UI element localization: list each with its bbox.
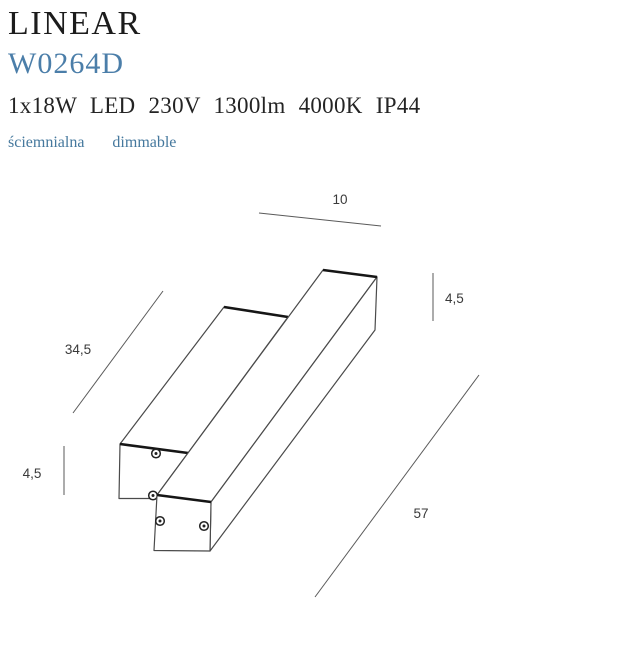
dimension-label-width: 10 (332, 192, 348, 207)
screw-bar-right (200, 522, 209, 531)
dimension-height-left (23, 446, 64, 495)
screw-bar-left (156, 517, 165, 526)
dimension-label-depth: 34,5 (64, 342, 92, 357)
dimension-height-right (433, 273, 464, 321)
dimension-line-length (315, 375, 479, 597)
dimension-label-height-right: 4,5 (445, 291, 464, 306)
page-title: LINEAR (8, 5, 142, 42)
dimension-length-bottom (315, 375, 479, 597)
screw-rear-bottom (149, 491, 158, 500)
model-number: W0264D (8, 47, 124, 80)
dimmable-label-pl: ściemnialna (8, 134, 85, 151)
dimension-depth-left (65, 291, 163, 413)
spec-line: 1x18W LED 230V 1300lm 4000K IP44 (8, 93, 421, 118)
dimension-label-height-left: 4,5 (22, 466, 42, 481)
dimension-label-length: 57 (413, 506, 429, 521)
screw-rear-top (152, 449, 161, 458)
dimmable-label-en: dimmable (112, 134, 177, 151)
dimension-width-top (259, 192, 381, 226)
dimension-line-width (259, 213, 381, 226)
